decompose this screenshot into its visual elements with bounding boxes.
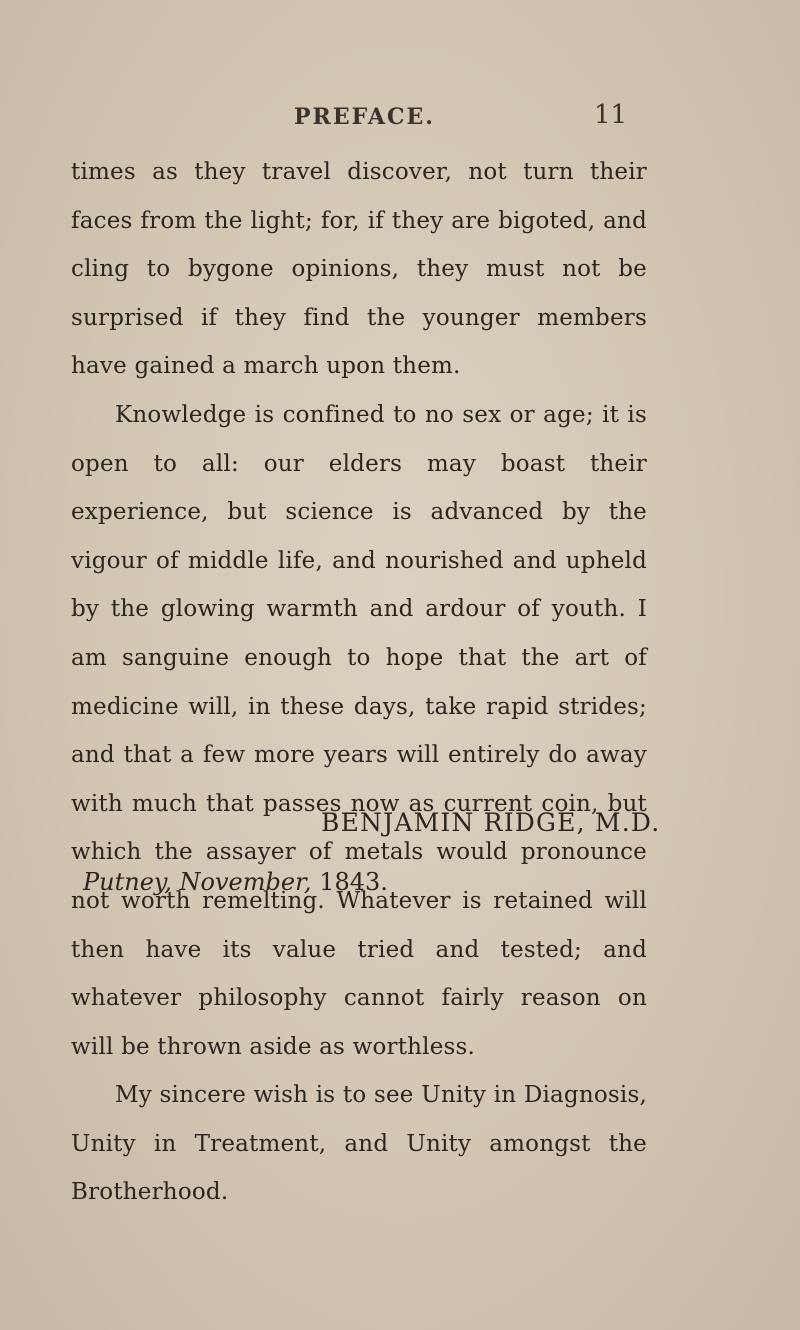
dateline-place-date: Putney, November, xyxy=(83,868,312,896)
running-head: PREFACE. xyxy=(294,104,435,130)
paragraph-unity: My sincere wish is to see Unity in Diagnosis, Unity in Treatment, and Unity amongst the Brotherhood. xyxy=(71,1082,647,1206)
author-signature: BENJAMIN RIDGE, M.D. xyxy=(321,808,661,837)
dateline-year: 1843. xyxy=(319,868,388,896)
paragraph-knowledge: Knowledge is confined to no sex or age; it is open to all: our elders may boast their experience, but science is advanced by the vigour of middle life, and nourished and upheld by the glowing warmth and ardour of youth. I am sanguine enough to hope that the art of medicine will, in these days, take rapid strides; and that a few more years will entirely do away with much that passes now as current coin, but which the assayer of metals would pronounce not worth remelting. Whatever is retained will then have its value tried and tested; and whatever philosophy cannot fairly reason on will be thrown aside as worthless. xyxy=(71,401,647,1060)
page-header xyxy=(0,98,800,138)
body-text xyxy=(71,148,647,1217)
paragraph-continuation: times as they travel discover, not turn their faces from the light; for, if they are bigoted, and cling to bygone opinions, they must not be surprised if they find the younger members have gained a march upon them. xyxy=(71,159,647,380)
page-number: 11 xyxy=(594,100,628,130)
dateline xyxy=(83,868,388,896)
